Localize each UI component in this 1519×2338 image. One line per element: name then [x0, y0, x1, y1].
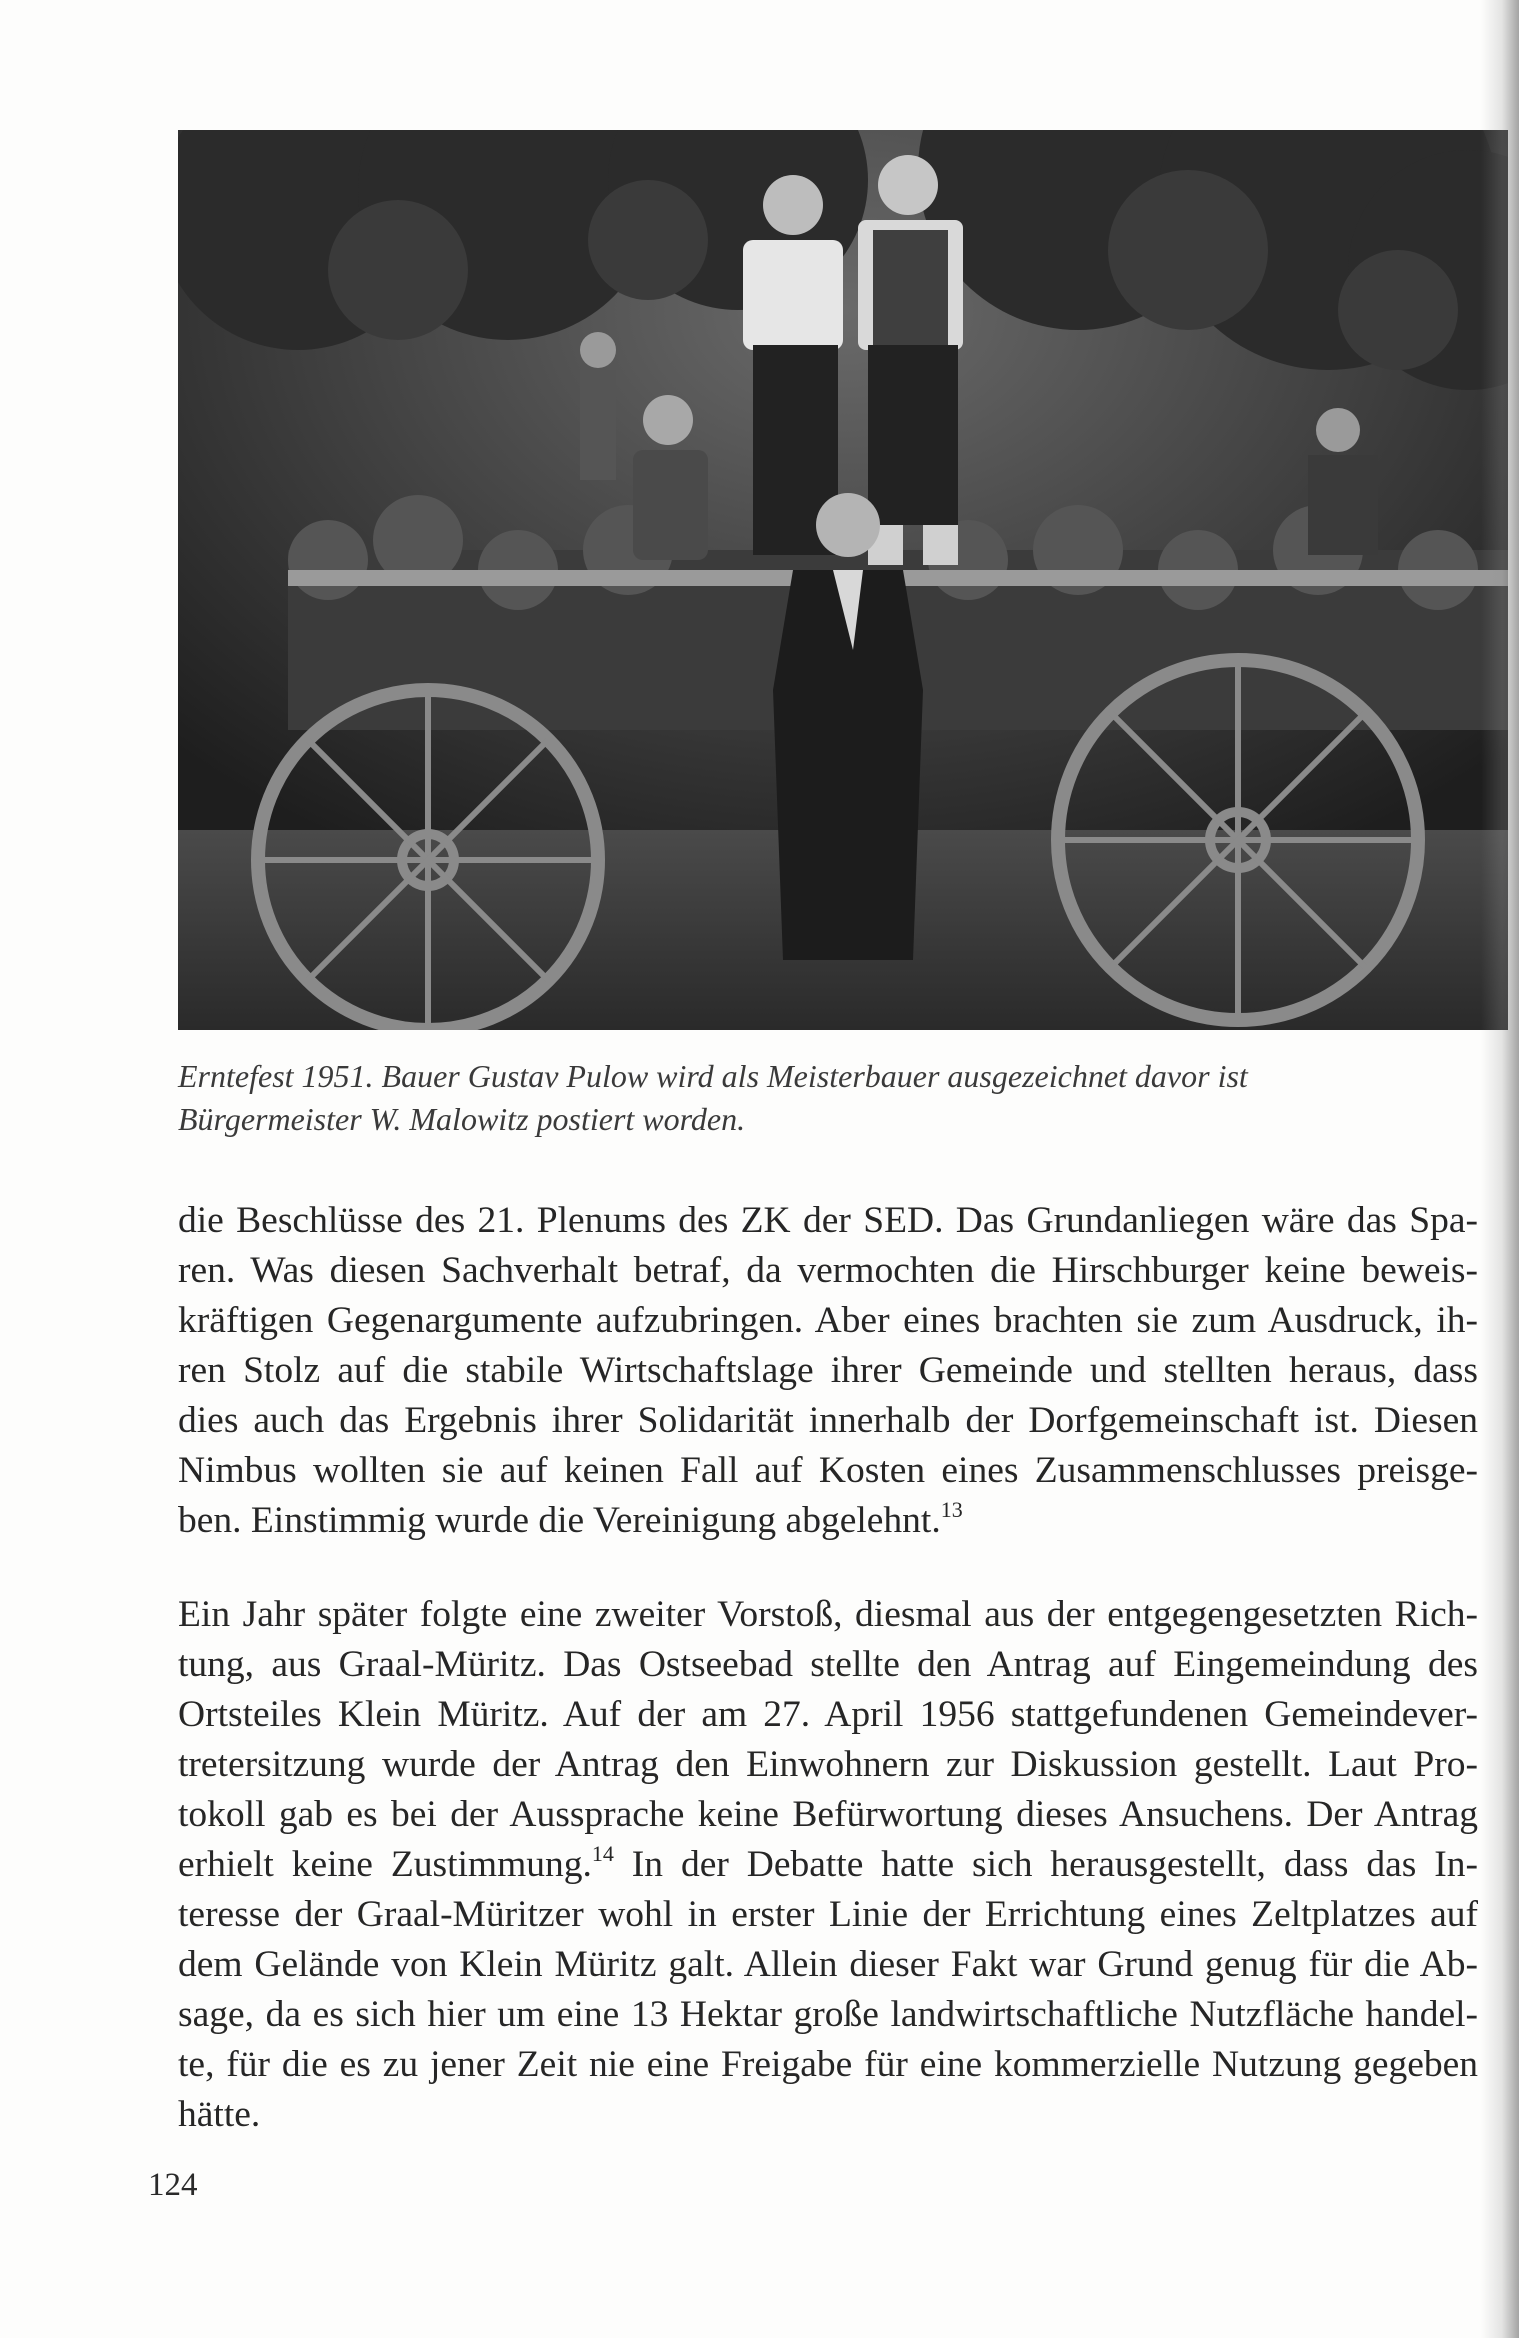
paragraph-line: te, für die es zu jener Zeit nie eine Freigabe für eine kommerzielle Nutzung gegeben [178, 2044, 1478, 2085]
paragraph-line: tretersitzung wurde der Antrag den Einwohnern zur Diskussion gestellt. Laut Pro- [178, 1744, 1478, 1785]
caption-line-2: Bürgermeister W. Malowitz postiert worden. [178, 1101, 746, 1137]
paragraph-line [178, 1840, 1478, 1890]
paragraph-line-text: ben. Einstimmig wurde die Vereinigung abgelehnt. [178, 1500, 941, 1541]
photo-caption [178, 1055, 1328, 1141]
paragraph-line-text: erhielt keine Zustimmung. [178, 1844, 592, 1885]
paragraph-line: ren. Was diesen Sachverhalt betraf, da vermochten die Hirschburger keine beweis- [178, 1250, 1478, 1291]
photograph-icon [178, 130, 1508, 1030]
caption-line-1: Erntefest 1951. Bauer Gustav Pulow wird als Meisterbauer ausgezeichnet davor ist [178, 1058, 1248, 1094]
paragraph-line: kräftigen Gegenargumente aufzubringen. Aber eines brachten sie zum Ausdruck, ih- [178, 1300, 1478, 1341]
paragraph-line: tokoll gab es bei der Aussprache keine Befürwortung dieses Ansuchens. Der Antrag [178, 1794, 1478, 1835]
paragraph-line: ren Stolz auf die stabile Wirtschaftslage ihrer Gemeinde und stellten heraus, dass [178, 1350, 1478, 1391]
paragraph-line: teresse der Graal-Müritzer wohl in erster Linie der Errichtung eines Zeltplatzes auf [178, 1894, 1478, 1935]
paragraph-1 [178, 1196, 1478, 1546]
footnote-marker: 13 [940, 1497, 963, 1522]
paragraph-line: tung, aus Graal-Müritz. Das Ostseebad stellte den Antrag auf Eingemeindung des [178, 1644, 1478, 1685]
paragraph-line-text: In der Debatte hatte sich herausgestellt, dass das In- [613, 1844, 1478, 1885]
paragraph-line: dies auch das Ergebnis ihrer Solidarität innerhalb der Dorfgemeinschaft ist. Diesen [178, 1400, 1478, 1441]
paragraph-2 [178, 1590, 1478, 2140]
page-number: 124 [148, 2167, 198, 2203]
footnote-marker: 14 [591, 1841, 614, 1866]
harvest-festival-photo [178, 130, 1508, 1030]
paragraph-line: dem Gelände von Klein Müritz galt. Allein dieser Fakt war Grund genug für die Ab- [178, 1944, 1478, 1985]
paragraph-line: sage, da es sich hier um eine 13 Hektar große landwirtschaftliche Nutzfläche handel- [178, 1994, 1478, 2035]
paragraph-line: Ortsteiles Klein Müritz. Auf der am 27. April 1956 stattgefundenen Gemeindever- [178, 1694, 1478, 1735]
page-gutter-shadow [1481, 0, 1519, 2338]
paragraph-line: Ein Jahr später folgte eine zweiter Vorstoß, diesmal aus der entgegengesetzten Rich- [178, 1594, 1478, 1635]
paragraph-line: Nimbus wollten sie auf keinen Fall auf Kosten eines Zusammenschlusses preisge- [178, 1450, 1478, 1491]
paragraph-line [178, 1496, 1478, 1546]
paragraph-line: hätte. [178, 2094, 261, 2135]
paragraph-line: die Beschlüsse des 21. Plenums des ZK der SED. Das Grundanliegen wäre das Spa- [178, 1200, 1478, 1241]
